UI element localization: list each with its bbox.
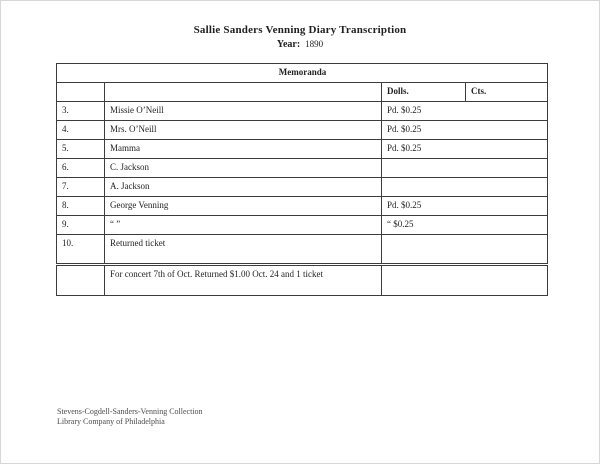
header-cts-cell: Cts. (466, 83, 548, 102)
collection-credit-line1: Stevens-Cogdell-Sanders-Venning Collection (57, 407, 203, 416)
row-number-cell: 6. (57, 159, 105, 178)
table-row (57, 216, 548, 235)
table-row (57, 235, 548, 265)
table-row (57, 121, 548, 140)
header-dolls-cell: Dolls. (382, 83, 466, 102)
table-row (57, 140, 548, 159)
row-amount-cell (382, 178, 548, 197)
document-title: Sallie Sanders Venning Diary Transcription (193, 24, 407, 36)
row-amount-cell (382, 159, 548, 178)
row-number-cell: 10. (57, 235, 105, 265)
table-note-row (57, 265, 548, 296)
table-row (57, 178, 548, 197)
header-name-cell (105, 83, 382, 102)
row-amount-cell: Pd. $0.25 (382, 102, 548, 121)
document-subtitle (1, 38, 599, 51)
row-number-cell: 5. (57, 140, 105, 159)
header-number-cell (57, 83, 105, 102)
year-value: 1890 (305, 39, 324, 49)
row-name-cell: Missie O’Neill (105, 102, 382, 121)
collection-credit-line2: Library Company of Philadelphia (57, 417, 165, 426)
row-name-cell: C. Jackson (105, 159, 382, 178)
year-label: Year: (276, 39, 301, 50)
row-number-cell: 9. (57, 216, 105, 235)
row-note-cell: For concert 7th of Oct. Returned $1.00 Oct. 24 and 1 ticket (105, 265, 382, 296)
row-name-cell: Mrs. O’Neill (105, 121, 382, 140)
row-amount-cell: Pd. $0.25 (382, 197, 548, 216)
row-amount-cell: Pd. $0.25 (382, 140, 548, 159)
table-caption: Memoranda (57, 64, 548, 83)
row-name-cell: Mamma (105, 140, 382, 159)
collection-credit (57, 407, 203, 427)
row-name-cell: A. Jackson (105, 178, 382, 197)
row-amount-cell: “ $0.25 (382, 216, 548, 235)
row-name-cell: Returned ticket (105, 235, 382, 265)
row-name-cell: George Venning (105, 197, 382, 216)
row-amount-cell (382, 265, 548, 296)
row-number-cell: 3. (57, 102, 105, 121)
row-number-cell (57, 265, 105, 296)
row-amount-cell (382, 235, 548, 265)
table-row (57, 102, 548, 121)
memoranda-table (56, 63, 548, 296)
row-number-cell: 7. (57, 178, 105, 197)
table-row (57, 159, 548, 178)
row-name-cell: “ ” (105, 216, 382, 235)
table-row (57, 197, 548, 216)
table-caption-row (57, 64, 548, 83)
table-header-row (57, 83, 548, 102)
row-number-cell: 8. (57, 197, 105, 216)
row-amount-cell: Pd. $0.25 (382, 121, 548, 140)
row-number-cell: 4. (57, 121, 105, 140)
